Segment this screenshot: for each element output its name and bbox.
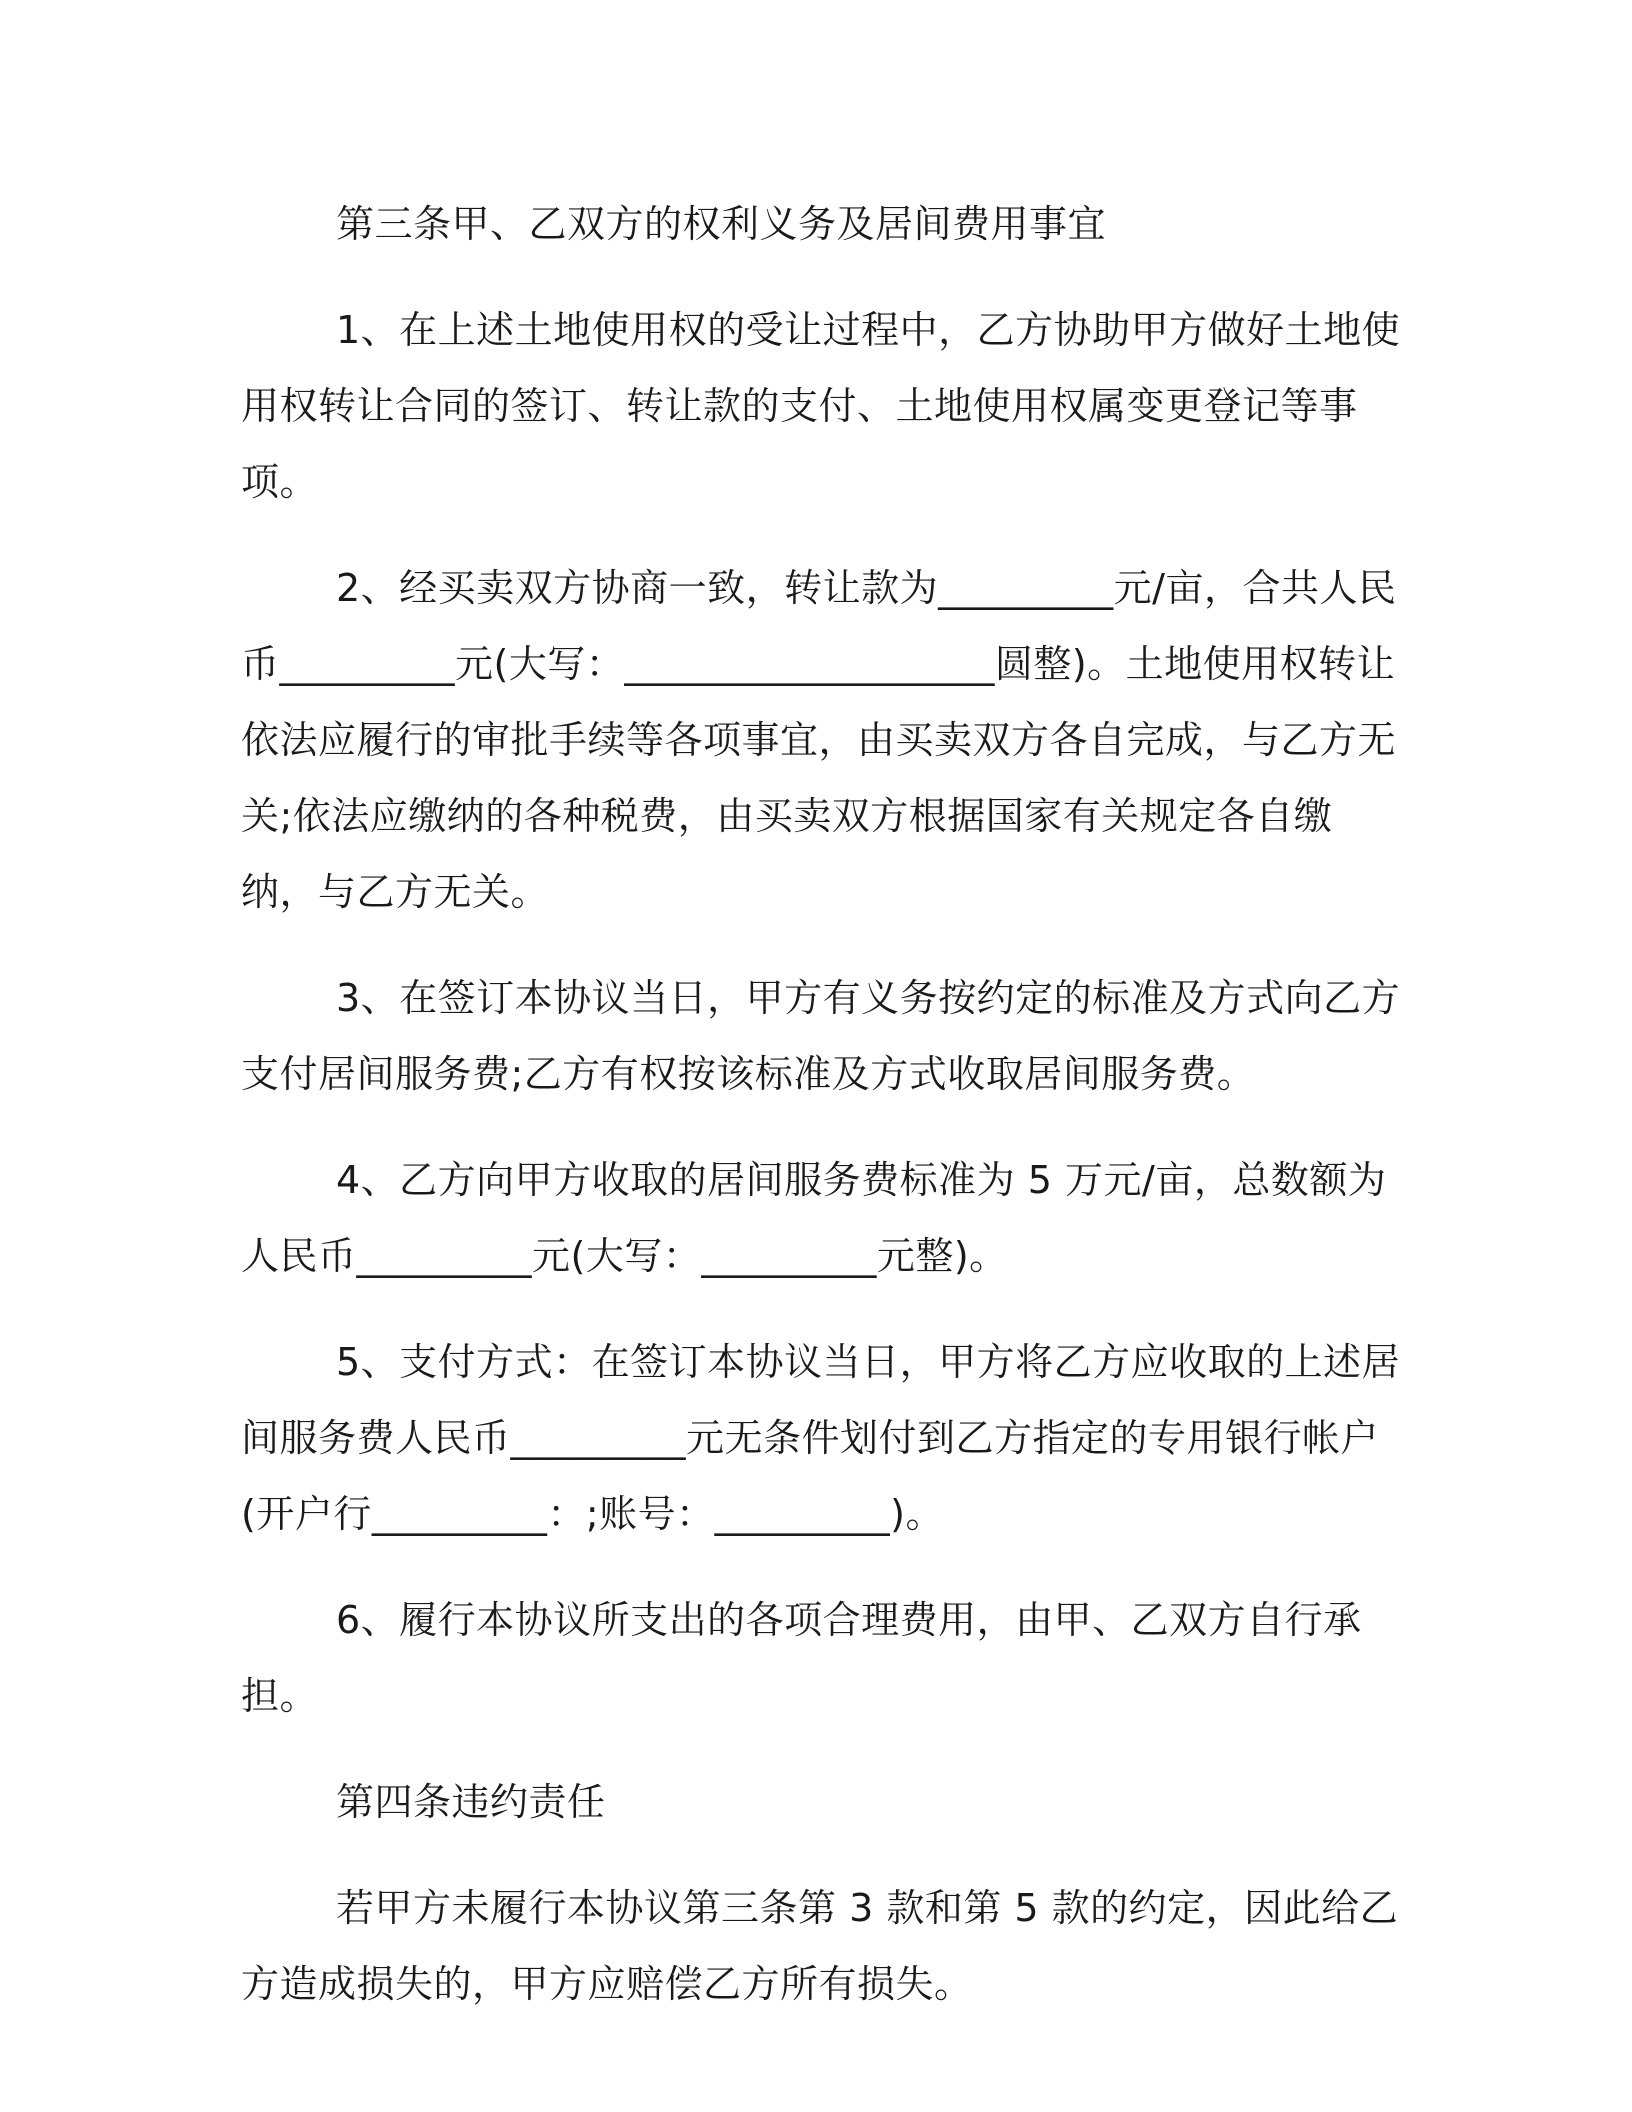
section-heading-3: 第三条甲、乙双方的权利义务及居间费用事宜: [336, 202, 1107, 246]
document-body: [241, 186, 1401, 2052]
section-heading-4: 第四条违约责任: [336, 1780, 606, 1824]
clause-3-3: 3、在签订本协议当日，甲方有义务按约定的标准及方式向乙方支付居间服务费;乙方有权按该标准及方式收取居间服务费。: [241, 976, 1401, 1096]
clause-3-1: 1、在上述土地使用权的受让过程中，乙方协助甲方做好土地使用权转让合同的签订、转让款的支付、土地使用权属变更登记等事项。: [241, 308, 1401, 504]
clause-3-2: 2、经买卖双方协商一致，转让款为_________元/亩，合共人民币_________元(大写：___________________圆整)。土地使用权转让依法应履行的审批手续等各项事宜，由买卖双方各自完成，与乙方无关;依法应缴纳的各种税费，由买卖双方根据国家有关规定各自缴纳，与乙方无关。: [241, 566, 1397, 914]
clause-3-4: 4、乙方向甲方收取的居间服务费标准为 5 万元/亩，总数额为人民币_________元(大写：_________元整)。: [241, 1158, 1387, 1278]
clause-3-5: 5、支付方式：在签订本协议当日，甲方将乙方应收取的上述居间服务费人民币_________元无条件划付到乙方指定的专用银行帐户(开户行_________：;账号：_________)。: [241, 1340, 1401, 1536]
clause-4-1: 若甲方未履行本协议第三条第 3 款和第 5 款的约定，因此给乙方造成损失的，甲方应赔偿乙方所有损失。: [241, 1886, 1399, 2006]
clause-3-6: 6、履行本协议所支出的各项合理费用，由甲、乙双方自行承担。: [241, 1598, 1362, 1718]
